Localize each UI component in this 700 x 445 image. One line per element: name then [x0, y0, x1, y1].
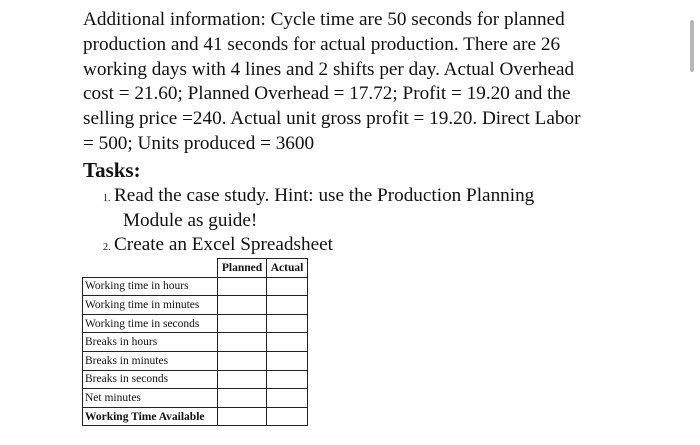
table-header-row	[83, 259, 308, 278]
tasks-heading: Tasks:	[83, 158, 141, 182]
planned-cell	[218, 370, 267, 389]
table-row	[83, 277, 308, 296]
row-label: Breaks in minutes	[83, 351, 218, 370]
actual-cell	[267, 351, 308, 370]
scrollbar-thumb[interactable]	[690, 20, 694, 72]
planned-cell	[218, 314, 267, 333]
task-item-1	[103, 184, 534, 212]
planned-cell	[218, 333, 267, 352]
planned-cell	[218, 407, 267, 426]
actual-cell	[267, 314, 308, 333]
info-line: Additional information: Cycle time are 50 seconds for planned	[83, 9, 565, 30]
table-row	[83, 351, 308, 370]
table-row	[83, 370, 308, 389]
row-label: Working Time Available	[83, 407, 218, 426]
actual-cell	[267, 333, 308, 352]
additional-information-paragraph	[83, 8, 628, 157]
actual-cell	[267, 277, 308, 296]
planned-cell	[218, 351, 267, 370]
planned-column-header: Planned	[218, 259, 267, 278]
planned-cell	[218, 296, 267, 315]
table-row	[83, 389, 308, 408]
planned-cell	[218, 277, 267, 296]
table-row	[83, 407, 308, 426]
actual-cell	[267, 389, 308, 408]
info-line: cost = 21.60; Planned Overhead = 17.72; Profit = 19.20 and the	[83, 83, 571, 105]
row-label: Net minutes	[83, 389, 218, 408]
row-label: Working time in minutes	[83, 296, 218, 315]
task-item-1-continuation: Module as guide!	[123, 210, 258, 231]
table-row	[83, 333, 308, 352]
task-text: Read the case study. Hint: use the Production Planning	[114, 185, 535, 206]
info-line: selling price =240. Actual unit gross profit = 19.20. Direct Labor	[83, 108, 581, 130]
task-text: Create an Excel Spreadsheet	[114, 234, 333, 255]
info-line: working days with 4 lines and 2 shifts per day. Actual Overhead	[83, 58, 575, 80]
table-row	[83, 314, 308, 333]
info-line: production and 41 seconds for actual production. There are 26	[83, 33, 561, 55]
row-label: Working time in hours	[83, 277, 218, 296]
actual-column-header: Actual	[267, 259, 308, 278]
task-item-2	[103, 233, 333, 261]
actual-cell	[267, 296, 308, 315]
empty-header-cell	[83, 259, 218, 278]
actual-cell	[267, 370, 308, 389]
row-label: Breaks in seconds	[83, 370, 218, 389]
row-label: Breaks in hours	[83, 333, 218, 352]
spreadsheet-table	[82, 258, 308, 426]
task-number: 2.	[103, 242, 111, 253]
info-line: = 500; Units produced = 3600	[83, 132, 315, 154]
planned-cell	[218, 389, 267, 408]
task-number: 1.	[103, 193, 111, 204]
table-row	[83, 296, 308, 315]
row-label: Working time in seconds	[83, 314, 218, 333]
actual-cell	[267, 407, 308, 426]
